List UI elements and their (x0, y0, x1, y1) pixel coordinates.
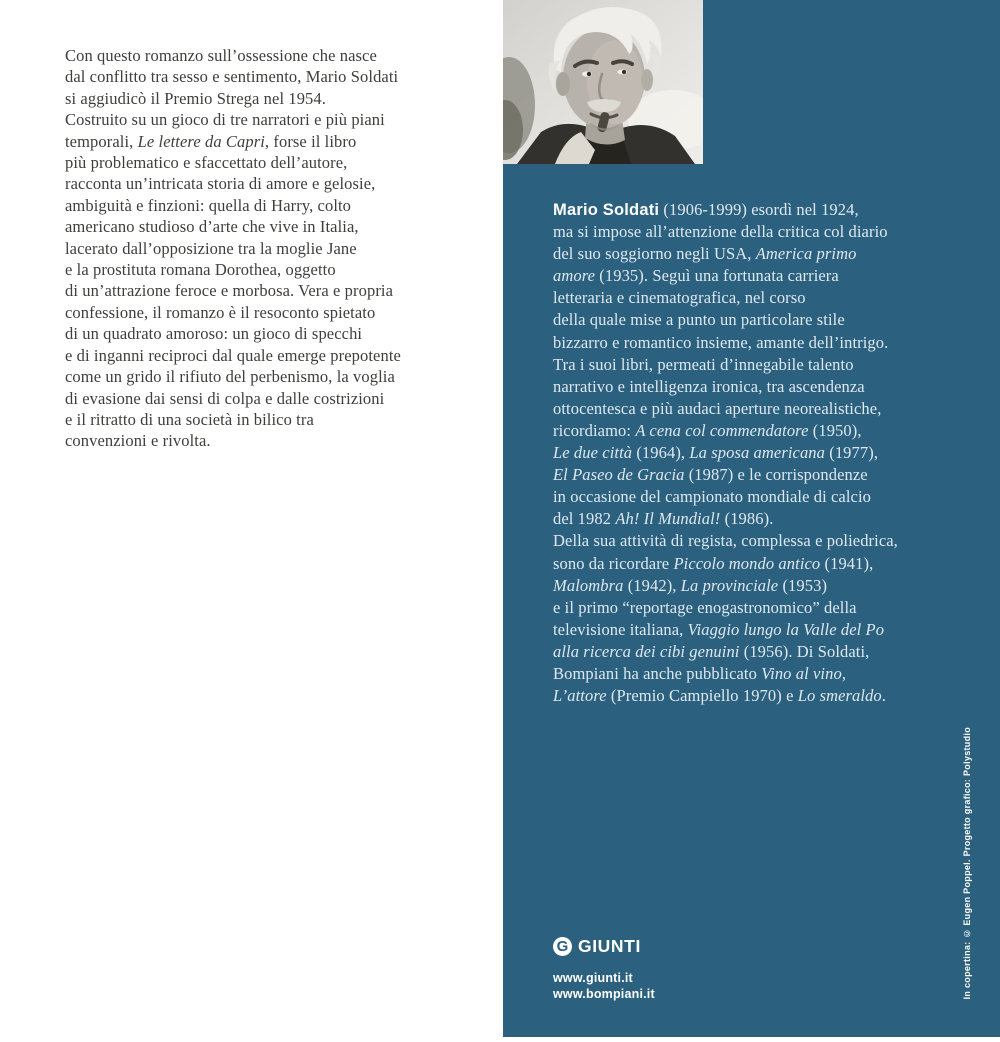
giunti-url: www.giunti.it (553, 971, 633, 985)
bio-text (553, 199, 898, 707)
text-line: e di inganni reciproci dal quale emerge prepotente (65, 345, 401, 365)
text-line: più problematico e sfaccettato dell’autore, (65, 153, 348, 173)
text-line: Con questo romanzo sull’ossessione che nasce (65, 46, 377, 65)
text-line: Le due città (1964), La sposa americana (1977), (553, 443, 879, 463)
text-line: e il primo “reportage enogastronomico” della (553, 597, 857, 617)
text-line: ambiguità e finzioni: quella di Harry, colto (65, 195, 352, 215)
text-line: e la prostituta romana Dorothea, oggetto (65, 260, 336, 280)
text-line: ottocentesca e più audaci aperture neorealistiche, (553, 398, 882, 418)
text-line: L’attore (Premio Campiello 1970) e Lo smeraldo. (553, 686, 887, 706)
text-line: in occasione del campionato mondiale di calcio (553, 487, 871, 507)
text-line: Della sua attività di regista, complessa e poliedrica, (553, 531, 898, 551)
text-line: alla ricerca dei cibi genuini (1956). Di Soldati, (553, 641, 870, 661)
text-line: narrativo e intelligenza ironica, tra ascendenza (553, 376, 865, 396)
text-line: ricordiamo: A cena col commendatore (1950), (553, 420, 862, 440)
text-line: Tra i suoi libri, permeati d’innegabile talento (553, 354, 854, 374)
text-line: amore (1935). Seguì una fortunata carriera (553, 266, 839, 286)
text-line: Mario Soldati (1906-1999) esordì nel 1924, (553, 200, 859, 219)
text-line: di un quadrato amoroso: un gioco di specchi (65, 324, 363, 344)
text-line: del suo soggiorno negli USA, America primo (553, 244, 857, 264)
text-line: come un grido il rifiuto del perbenismo, la voglia (65, 367, 395, 387)
text-line: di un’attrazione feroce e morbosa. Vera e propria (65, 281, 394, 301)
text-line: letteraria e cinematografica, nel corso (553, 288, 806, 308)
bompiani-url: www.bompiani.it (553, 987, 655, 1001)
text-line: confessione, il romanzo è il resoconto spietato (65, 302, 376, 322)
text-line: si aggiudicò il Premio Strega nel 1954. (65, 88, 326, 108)
publisher-urls (553, 970, 655, 1002)
text-line: El Paseo de Gracia (1987) e le corrispondenze (553, 465, 868, 485)
text-line: Bompiani ha anche pubblicato Vino al vino, (553, 663, 847, 683)
cover-credits-vertical: In copertina: © Eugen Poppel. Progetto grafico: Polystudio (962, 726, 972, 999)
text-line: Costruito su un gioco di tre narratori e più piani (65, 110, 385, 130)
author-photo (503, 0, 703, 164)
giunti-logo-icon: G (553, 937, 572, 956)
text-line: lacerato dall’opposizione tra la moglie Jane (65, 238, 357, 258)
text-line: e il ritratto di una società in bilico tra (65, 409, 314, 429)
text-line: del 1982 Ah! Il Mundial! (1986). (553, 509, 774, 529)
text-line: bizzarro e romantico insieme, amante dell’intrigo. (553, 332, 889, 352)
synopsis-text (65, 45, 401, 452)
publisher-block (553, 936, 641, 957)
text-line: dal conflitto tra sesso e sentimento, Mario Soldati (65, 67, 399, 87)
text-line: televisione italiana, Viaggio lungo la Valle del Po (553, 619, 885, 639)
text-line: della quale mise a punto un particolare stile (553, 310, 845, 330)
text-line: ma si impose all’attenzione della critica col diario (553, 222, 888, 242)
text-line: Malombra (1942), La provinciale (1953) (553, 575, 828, 595)
text-line: racconta un’intricata storia di amore e gelosie, (65, 174, 376, 194)
text-line: di evasione dai sensi di colpa e dalle costrizioni (65, 388, 385, 408)
text-line: sono da ricordare Piccolo mondo antico (1941), (553, 553, 874, 573)
author-panel (503, 0, 1000, 1037)
text-line: temporali, Le lettere da Capri, forse il libro (65, 131, 357, 151)
giunti-logo-text: GIUNTI (578, 936, 641, 956)
text-line: convenzioni e rivolta. (65, 431, 211, 451)
text-line: americano studioso d’arte che vive in Italia, (65, 217, 359, 237)
